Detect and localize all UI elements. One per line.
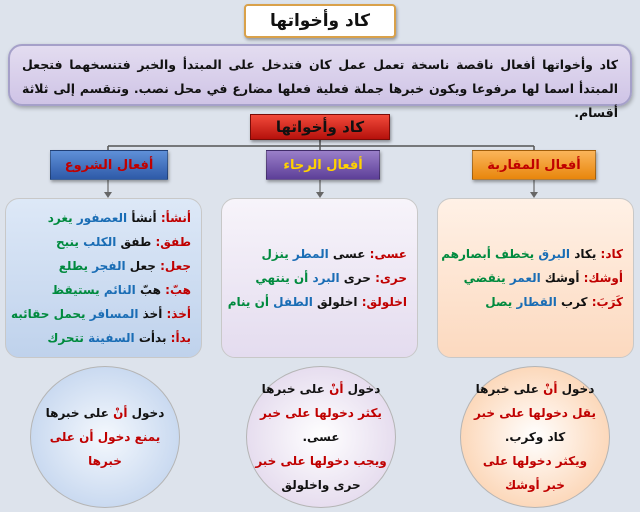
- subject-noun: البرد: [312, 271, 340, 285]
- verb-form: عسى: [328, 247, 370, 261]
- note-text: على خبرها: [475, 382, 544, 396]
- predicate: ينزل: [261, 247, 293, 261]
- verb-form: حرى: [339, 271, 376, 285]
- example-row: [227, 290, 407, 314]
- verb-label: أوشك:: [583, 271, 623, 285]
- verb-form: أنشأ: [127, 211, 161, 225]
- subject-noun: المسافر: [89, 307, 139, 321]
- subject-noun: الطفل: [273, 295, 313, 309]
- panel-muqaraba: [437, 198, 634, 358]
- verb-label: هبّ:: [165, 283, 191, 297]
- example-row: [16, 206, 191, 230]
- verb-label: عسى:: [369, 247, 407, 261]
- verb-label: حرى:: [375, 271, 407, 285]
- verb-form: هبّ: [135, 283, 166, 297]
- verb-label: أنشأ:: [160, 211, 191, 225]
- subject-noun: السفينة: [88, 331, 135, 345]
- example-row: [441, 242, 623, 266]
- example-row: [232, 266, 407, 290]
- subject-noun: الكلب: [83, 235, 117, 249]
- note-line: ويكثر دخولها على: [482, 454, 588, 468]
- verb-form: كرب: [556, 295, 592, 309]
- note-text: دخول: [127, 406, 165, 420]
- note-line: ويجب دخولها على خبر: [255, 454, 387, 468]
- note-line: [262, 377, 381, 401]
- example-row: [10, 302, 191, 326]
- verb-form: أخذ: [138, 307, 167, 321]
- note-text: على خبرها: [261, 382, 330, 396]
- note-muqaraba: [460, 366, 610, 508]
- note-text: دخول: [343, 382, 381, 396]
- verb-form: يكاد: [570, 247, 601, 261]
- note-text: دخول: [557, 382, 595, 396]
- subject-noun: العمر: [509, 271, 541, 285]
- note-line: [46, 401, 165, 425]
- note-highlight: أنْ: [113, 406, 128, 420]
- example-row: [16, 278, 191, 302]
- note-line: خبرها: [88, 454, 122, 468]
- panel-shuroo: [5, 198, 202, 358]
- main-banner: كاد وأخواتها: [250, 114, 390, 140]
- predicate: يستيقظ: [51, 283, 104, 297]
- example-row: [448, 290, 623, 314]
- verb-label: بدأ:: [170, 331, 191, 345]
- example-row: [16, 326, 191, 350]
- verb-form: طفق: [116, 235, 156, 249]
- predicate: تتحرك: [47, 331, 89, 345]
- note-raja: [246, 366, 396, 508]
- predicate: أن ينام: [227, 295, 274, 309]
- note-highlight: أنْ: [543, 382, 558, 396]
- verb-label: كاد:: [600, 247, 623, 261]
- predicate: يصل: [485, 295, 517, 309]
- subject-noun: العصفور: [76, 211, 128, 225]
- subject-noun: القطار: [516, 295, 557, 309]
- note-shuroo: [30, 366, 180, 508]
- note-line: حرى واخلولق: [281, 478, 361, 492]
- subject-noun: البرق: [538, 247, 571, 261]
- note-line: [476, 377, 595, 401]
- predicate: يغرد: [47, 211, 77, 225]
- predicate: أن ينتهي: [255, 271, 313, 285]
- verb-form: بدأت: [134, 331, 171, 345]
- subject-noun: النائم: [103, 283, 136, 297]
- intro-definition: كاد وأخواتها أفعال ناقصة ناسخة تعمل عمل كان فتدخل على المبتدأ والخبر فتنسخهما فتجعل المبتدأ اسما لها مرفوعا ويكون خبرها جملة فعلية فعلها مضارع في محل نصب. وتنقسم إلى ثلاثة أقسام.: [8, 44, 632, 106]
- example-row: [232, 242, 407, 266]
- note-line: عسى.: [302, 430, 340, 444]
- example-row: [16, 254, 191, 278]
- verb-label: كَرَبَ:: [591, 295, 623, 309]
- header-muqaraba: أفعال المقاربة: [472, 150, 596, 180]
- verb-label: أخذ:: [166, 307, 191, 321]
- subject-noun: الفجر: [92, 259, 126, 273]
- note-line: يكثر دخولها على خبر: [260, 406, 382, 420]
- header-raja: أفعال الرجاء: [266, 150, 380, 180]
- verb-form: أوشك: [540, 271, 584, 285]
- panel-raja: [221, 198, 418, 358]
- note-line: يمنع دخول أن على: [49, 430, 161, 444]
- predicate: ينقضي: [463, 271, 510, 285]
- verb-label: طفق:: [155, 235, 191, 249]
- header-shuroo: أفعال الشروع: [50, 150, 168, 180]
- predicate: ينبح: [55, 235, 84, 249]
- example-row: [448, 266, 623, 290]
- predicate: يخطف أبصارهم: [441, 247, 539, 261]
- example-row: [16, 230, 191, 254]
- verb-label: جعل:: [160, 259, 191, 273]
- predicate: يحمل حقائبه: [10, 307, 90, 321]
- note-line: يقل دخولها على خبر: [474, 406, 596, 420]
- note-line: خبر أوشك: [505, 478, 565, 492]
- verb-label: اخلولق:: [361, 295, 407, 309]
- note-highlight: أنْ: [329, 382, 344, 396]
- note-text: على خبرها: [45, 406, 114, 420]
- subject-noun: المطر: [292, 247, 329, 261]
- note-line: كاد وكرب.: [504, 430, 566, 444]
- page-title: كاد وأخواتها: [244, 4, 396, 38]
- predicate: يطلع: [58, 259, 93, 273]
- verb-form: جعل: [125, 259, 161, 273]
- verb-form: اخلولق: [312, 295, 362, 309]
